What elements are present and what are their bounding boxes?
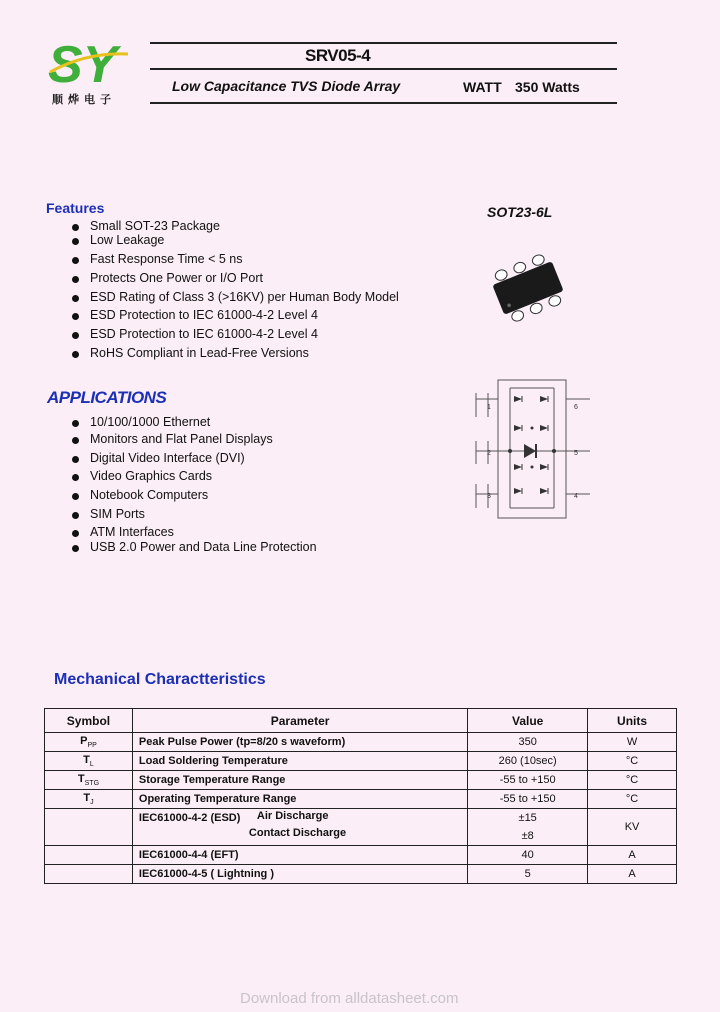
parameter-cell: IEC61000-4-4 (EFT) [132,846,467,865]
header-rule-middle [150,68,617,70]
list-item: USB 2.0 Power and Data Line Protection [72,540,317,555]
table-row [45,846,677,865]
air-discharge-value: ±15 [518,812,537,824]
list-item: Protects One Power or I/O Port [72,271,399,290]
unit-cell: °C [588,771,677,790]
value-cell: -55 to +150 [468,790,588,809]
symbol-cell [45,865,133,884]
list-item: ESD Rating of Class 3 (>16KV) per Human Body Model [72,290,399,308]
pin-label: 5 [574,450,578,457]
symbol-cell [45,809,133,846]
contact-discharge-value: ±8 [521,830,534,842]
features-list [72,219,399,365]
list-item: Small SOT-23 Package [72,219,399,233]
symbol-cell: $T_L$ [45,752,133,771]
package-drawing [478,248,578,328]
list-item: Digital Video Interface (DVI) [72,451,317,469]
header-rule-top [150,42,617,44]
schematic-diagram [474,378,594,520]
table-row-esd [45,809,677,846]
unit-cell: KV [588,809,677,846]
column-header: Parameter [132,709,467,733]
logo-chinese-name: 顺烨电子 [52,93,116,106]
applications-list [72,415,317,555]
column-header: Units [588,709,677,733]
mechanical-heading: Mechanical Charactteristics [54,671,266,688]
parameter-cell: IEC61000-4-5 ( Lightning ) [132,865,467,884]
symbol-cell: $T_J$ [45,790,133,809]
list-item: 10/100/1000 Ethernet [72,415,317,432]
value-cell [468,809,588,846]
list-item: ATM Interfaces [72,525,317,540]
table-row [45,752,677,771]
unit-cell: A [588,846,677,865]
table-row [45,865,677,884]
symbol-cell [45,846,133,865]
air-discharge-label: Air Discharge [256,810,329,822]
symbol-cell: $P_{PP}$ [45,733,133,752]
list-item: ESD Protection to IEC 61000-4-2 Level 4 [72,327,399,346]
parameter-cell [132,809,467,846]
contact-discharge-label: Contact Discharge [248,827,347,839]
column-header: Value [468,709,588,733]
value-cell: 260 (10sec) [468,752,588,771]
value-cell: 5 [468,865,588,884]
table-row [45,733,677,752]
pin-label: 6 [574,404,578,411]
list-item: Monitors and Flat Panel Displays [72,432,317,451]
company-logo [46,32,132,94]
product-subtitle: Low Capacitance TVS Diode Array [172,78,401,94]
table-header-row [45,709,677,733]
applications-heading: APPLICATIONS [47,388,167,407]
value-cell: 40 [468,846,588,865]
list-item: SIM Ports [72,507,317,525]
watt-value: 350 Watts [515,79,580,95]
pin-label: 3 [487,493,491,500]
features-heading: Features [46,200,105,216]
parameter-cell: Storage Temperature Range [132,771,467,790]
pin-label: 2 [487,450,491,457]
unit-cell: °C [588,790,677,809]
parameter-cell: Load Soldering Temperature [132,752,467,771]
list-item: Video Graphics Cards [72,469,317,488]
column-header: Symbol [45,709,133,733]
list-item: Notebook Computers [72,488,317,507]
list-item: Low Leakage [72,233,399,252]
symbol-cell: $T_{STG}$ [45,771,133,790]
package-label: SOT23-6L [487,204,553,220]
unit-cell: °C [588,752,677,771]
part-number: SRV05-4 [305,46,371,65]
value-cell: -55 to +150 [468,771,588,790]
header-rule-bottom [150,102,617,104]
parameter-cell: Peak Pulse Power (tp=8/20 s waveform) [132,733,467,752]
list-item: Fast Response Time < 5 ns [72,252,399,271]
mechanical-table [44,708,677,884]
unit-cell: A [588,865,677,884]
logo-letters: SY [48,36,118,94]
table-row [45,790,677,809]
pin-label: 4 [574,493,578,500]
list-item: RoHS Compliant in Lead-Free Versions [72,346,399,365]
esd-standard: IEC61000-4-2 (ESD) [138,812,241,824]
table-row [45,771,677,790]
watt-label: WATT [463,79,502,95]
pin-label: 1 [487,404,491,411]
download-watermark: Download from alldatasheet.com [240,990,459,1007]
unit-cell: W [588,733,677,752]
parameter-cell: Operating Temperature Range [132,790,467,809]
value-cell: 350 [468,733,588,752]
list-item: ESD Protection to IEC 61000-4-2 Level 4 [72,308,399,327]
